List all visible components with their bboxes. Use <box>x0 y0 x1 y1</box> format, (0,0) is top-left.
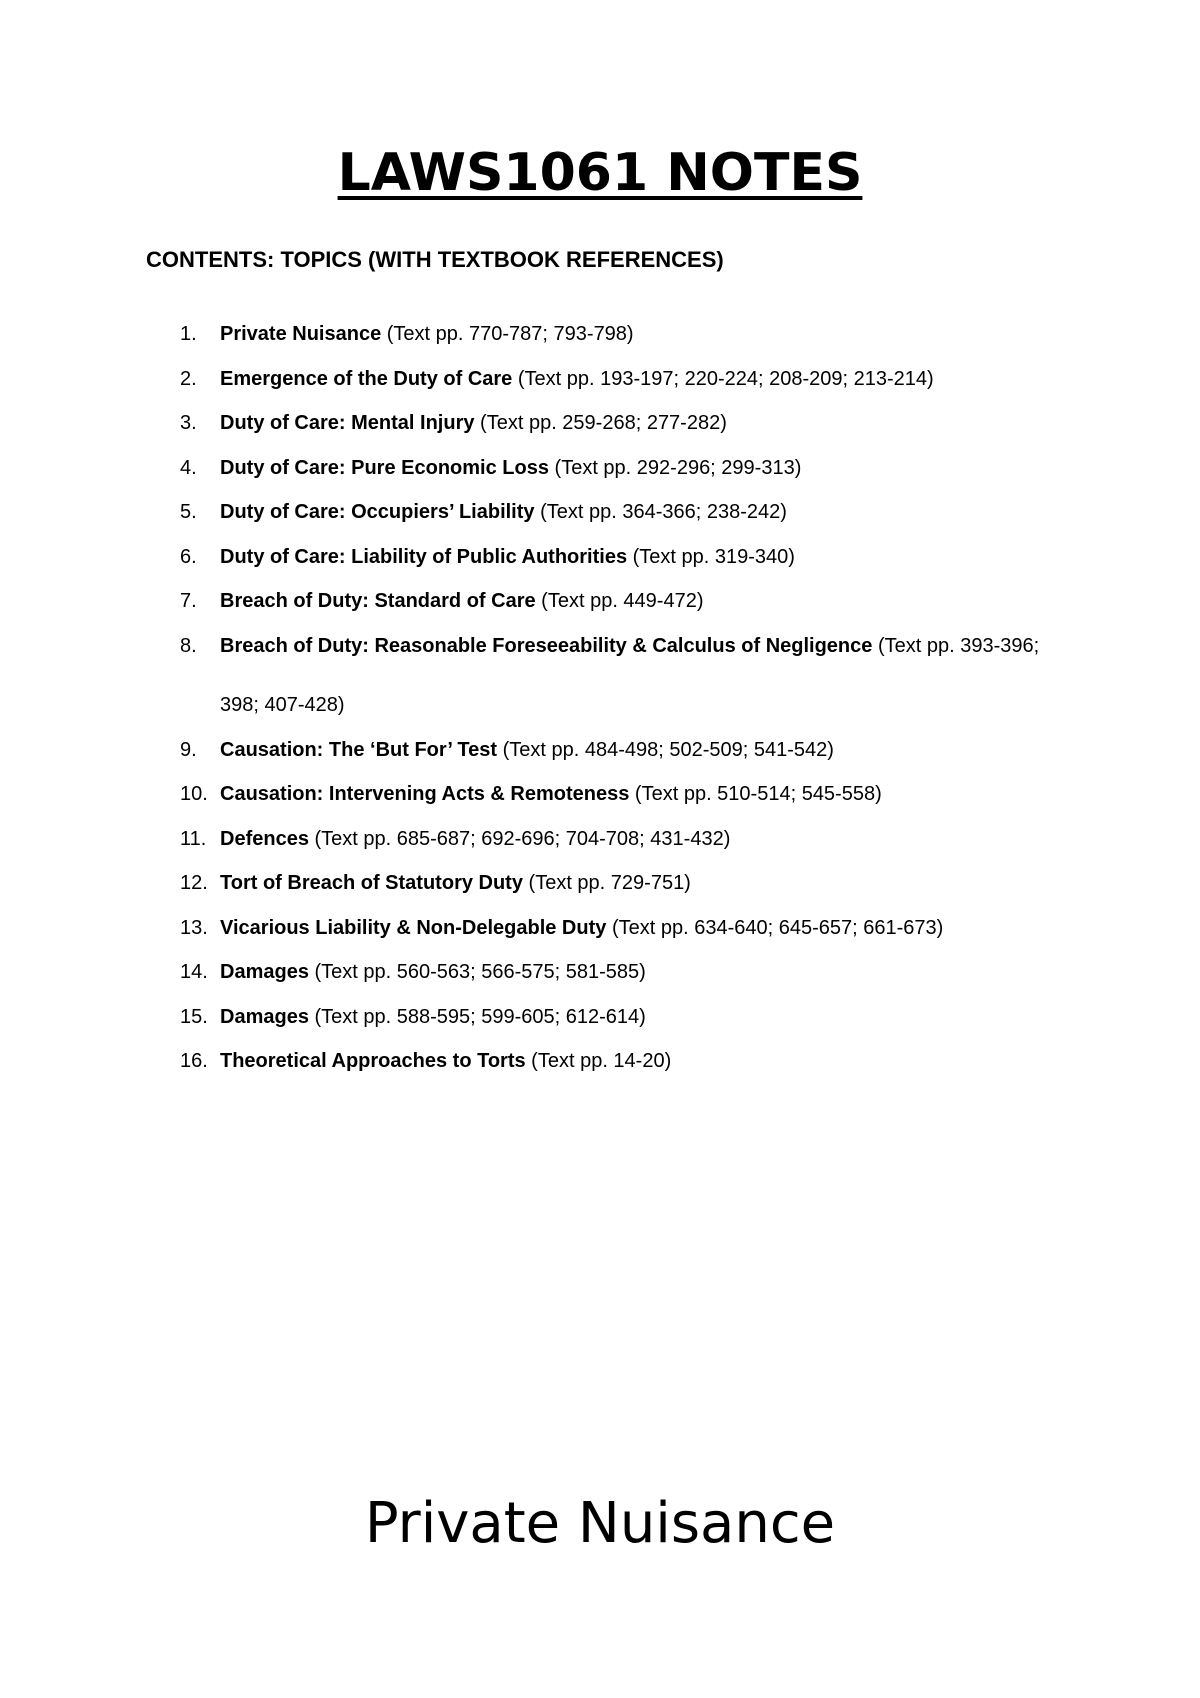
toc-item-topic: Duty of Care: Liability of Public Authorities <box>220 545 628 568</box>
toc-item-number: 16. <box>180 1050 208 1072</box>
toc-item-reference: (Text pp. 510-514; 545-558) <box>634 783 882 805</box>
toc-item-topic: Private Nuisance <box>220 323 382 345</box>
toc-item-number: 8. <box>180 634 197 657</box>
toc-item-reference: (Text pp. 393-396; 398; 407-428) <box>220 634 1040 716</box>
toc-item-number: 3. <box>180 412 197 434</box>
toc-item-reference: (Text pp. 364-366; 238-242) <box>540 501 787 523</box>
contents-heading: CONTENTS: TOPICS (WITH TEXTBOOK REFERENCES) <box>146 247 724 272</box>
document-title <box>0 140 1200 206</box>
toc-item-topic: Damages <box>220 1005 309 1028</box>
toc-item-number: 1. <box>180 323 197 345</box>
document-title-text: LAWS1061 NOTES <box>337 143 863 203</box>
toc-item-topic: Emergence of the Duty of Care <box>220 367 513 390</box>
toc-item-number: 13. <box>180 916 208 939</box>
toc-item-reference: (Text pp. 588-595; 599-605; 612-614) <box>314 1005 646 1028</box>
toc-item-topic: Theoretical Approaches to Torts <box>220 1050 526 1072</box>
toc-item-topic: Breach of Duty: Standard of Care <box>220 590 536 612</box>
toc-item-number: 15. <box>180 1005 208 1028</box>
toc-item-number: 6. <box>180 545 197 568</box>
toc-item-reference: (Text pp. 685-687; 692-696; 704-708; 431-432) <box>314 827 731 850</box>
toc-item-topic: Duty of Care: Occupiers’ Liability <box>220 501 535 523</box>
toc-item-topic: Tort of Breach of Statutory Duty <box>220 872 523 894</box>
toc-item-reference: (Text pp. 729-751) <box>528 872 691 894</box>
toc-item-topic: Defences <box>220 827 309 850</box>
section-heading: Private Nuisance <box>364 1491 836 1556</box>
toc-item-reference: (Text pp. 634-640; 645-657; 661-673) <box>611 916 944 939</box>
toc-item-number: 4. <box>180 456 197 479</box>
toc-item-topic: Damages <box>220 961 309 983</box>
toc-item-number: 11. <box>180 827 207 850</box>
toc-item-reference: (Text pp. 319-340) <box>632 545 795 568</box>
toc-item-number: 14. <box>180 961 208 983</box>
toc-item-topic: Causation: Intervening Acts & Remoteness <box>220 783 630 805</box>
toc-item-number: 7. <box>180 590 197 612</box>
toc-item <box>180 617 1060 736</box>
toc-item-reference: (Text pp. 449-472) <box>541 590 704 612</box>
toc-item-number: 12. <box>180 872 208 894</box>
table-of-contents <box>180 305 1060 1092</box>
toc-item-number: 5. <box>180 501 197 523</box>
toc-item-topic: Breach of Duty: Reasonable Foreseeability & Calculus of Negligence <box>220 634 873 657</box>
toc-item-reference: (Text pp. 259-268; 277-282) <box>480 412 727 434</box>
toc-item-number: 10. <box>180 783 208 805</box>
toc-item-number: 2. <box>180 367 197 390</box>
toc-item-topic: Duty of Care: Pure Economic Loss <box>220 456 549 479</box>
toc-item-topic: Causation: The ‘But For’ Test <box>220 738 498 761</box>
toc-item-reference: (Text pp. 193-197; 220-224; 208-209; 213-214) <box>517 367 934 390</box>
toc-item-reference: (Text pp. 770-787; 793-798) <box>386 323 634 345</box>
toc-item <box>180 1032 1060 1092</box>
toc-item-number: 9. <box>180 738 197 761</box>
toc-item-topic: Vicarious Liability & Non-Delegable Duty <box>220 916 607 939</box>
toc-item-topic: Duty of Care: Mental Injury <box>220 412 475 434</box>
toc-item-reference: (Text pp. 484-498; 502-509; 541-542) <box>502 738 834 761</box>
toc-item-reference: (Text pp. 560-563; 566-575; 581-585) <box>314 961 646 983</box>
toc-item-reference: (Text pp. 292-296; 299-313) <box>554 456 802 479</box>
toc-item-reference: (Text pp. 14-20) <box>531 1050 672 1072</box>
